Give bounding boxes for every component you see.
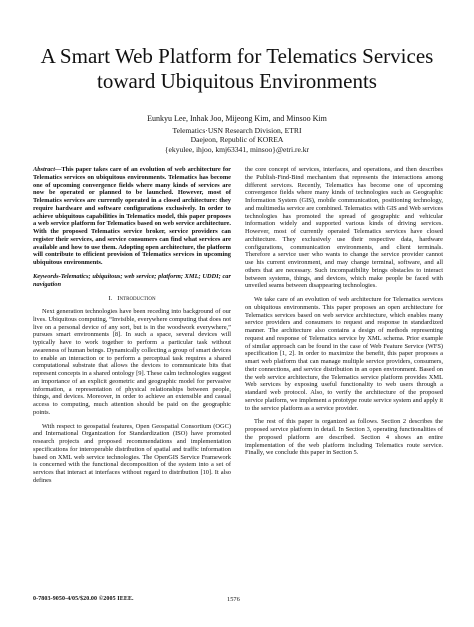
keywords: Keywords-Telematics; ubiquitous; web service; platform; XML; UDDI; car navigation [33, 272, 231, 288]
left-column [33, 166, 231, 485]
right-column [245, 166, 443, 457]
affiliation-division: Telematics·USN Research Division, ETRI [172, 126, 302, 135]
title-line-2: toward Ubiquitous Environments [97, 69, 377, 93]
page-number: 1576 [227, 596, 240, 603]
section-title: Introduction [117, 295, 156, 303]
intro-paragraph-3: the core concept of services, interfaces, and operations, and then describes the Publish-Find-Bind mechanism that represents the interactions among different services. Recently, Telematics has become one of upcoming convergence fields where many kinds of technologies such as Geographic Information System (GIS), mobile communication, positioning technology, and multimedia service are combined. Telematics with GIS and Web services technologies has promoted the spread of geographic and vehicular information widely and supported various kinds of driving services. However, most of currently operated Telematics services have closed architecture. They exclusively use their respective data, hardware configurations, communication environments, and client terminals. Therefore a service user who wants to change the service provider cannot use his current environment, and may change terminal, software, and all others that are necessary. Such incompatibility brings obstacles to interact between systems, things, and devices, which make people be faced with unveiled seams between disappearing technologies. [245, 166, 443, 290]
abstract-text: —This paper takes care of an evolution of web architecture for Telematics services on ubiquitous environments. Telematics has become one of upcoming convergence fields where many kinds of services are now be operated or planned to be launched. However, most of Telematics services are currently operated in a closed architecture: they require hardware and software configurations exclusively. In order to achieve ubiquitous capabilities in Telematics model, this paper proposes a web service platform for Telematics based on web service architecture. With the proposed Telematics service broker, service providers can register their services, and service consumers can find what services are available and how to use them. Adopting open architecture, the platform will contribute to efficient provision of Telematics services in upcoming ubiquitous environments. [33, 166, 231, 266]
intro-paragraph-1: Next generation technologies have been receding into background of our lives. Ubiquitous computing, “Invisible, everywhere computing that does not live on a personal device of any sort, but is in the woodwork everywhere,” pursues smart environments [8]. In such a space, several devices will typically have to work together to perform a particular task without awareness of human beings. Dynamically collecting a group of smart devices to enable an interaction or to perform a perceptual task requires a shared computational substrate that allows the devices to communicate bits that represent concepts in a shared ontology [9]. These calm technologies suggest an importance of an explicit geometric and geographic model for pervasive information, a representation of physical relationships between people, things, and devices. Moreover, in order to achieve an extensible and casual access to computing, much attention should be paid on the geographic points. [33, 308, 231, 416]
intro-paragraph-4: We take care of an evolution of web architecture for Telematics services on ubiquitous environments. This paper proposes an open architecture for Telematics services based on web service architecture, which enables many service providers and consumers to request and response in standardized manner. The architecture also contains a design of methods representing request and response of Telematics service by XML schema. Prior example of similar approach can be found in the case of Web Feature Service (WFS) specification [1, 2]. In order to maximize the benefit, this paper proposes a smart web platform that can manage multiple service providers, consumers, their connections, and service distribution in an open environment. Based on the web service architecture, the Telematics service platform provides XML Web services by exposing useful functionality to web users through a standard web protocol. Also, to verify the architecture of the proposed service platform, we implement a prototype route service system and apply it to the service platform as a service provider. [245, 296, 443, 412]
title-line-1: A Smart Web Platform for Telematics Services [40, 44, 434, 68]
paper-title [20, 44, 454, 94]
copyright-notice: 0-7803-9050-4/05/$20.00 ©2005 IEEE. [33, 596, 134, 602]
author-emails: {ekyulee, ihjoo, kmj63341, minsoo}@etri.re.kr [164, 144, 310, 154]
affiliation-location: Daejeon, Republic of KOREA [190, 135, 284, 145]
intro-paragraph-5: The rest of this paper is organized as follows. Section 2 describes the proposed service platform in detail. In Section 3, operating functionalities of the proposed platform are described. Section 4 shows an entire implementation of the web platform including Telematics route service. Finally, we conclude this paper in Section 5. [245, 418, 443, 457]
section-number: I. [108, 295, 113, 303]
author-names: Eunkyu Lee, Inhak Joo, Mijeong Kim, and Minsoo Kim [147, 114, 327, 123]
section-heading-introduction [33, 295, 231, 303]
author-block [20, 113, 454, 154]
abstract [33, 166, 231, 267]
intro-paragraph-2: With respect to geospatial features, Open Geospatial Consortium (OGC) and International Organization for Standardization (ISO) have promoted research projects and proposed recommendations and implementation specifications for interoperable distribution of spatial and traffic information based on XML web service technologies. The OpenGIS Service Framework is concerned with the functional decomposition of the system into a set of services that interact at interfaces without regard to distribution [10]. It also defines [33, 422, 231, 484]
abstract-lead: Abstract [33, 166, 56, 173]
